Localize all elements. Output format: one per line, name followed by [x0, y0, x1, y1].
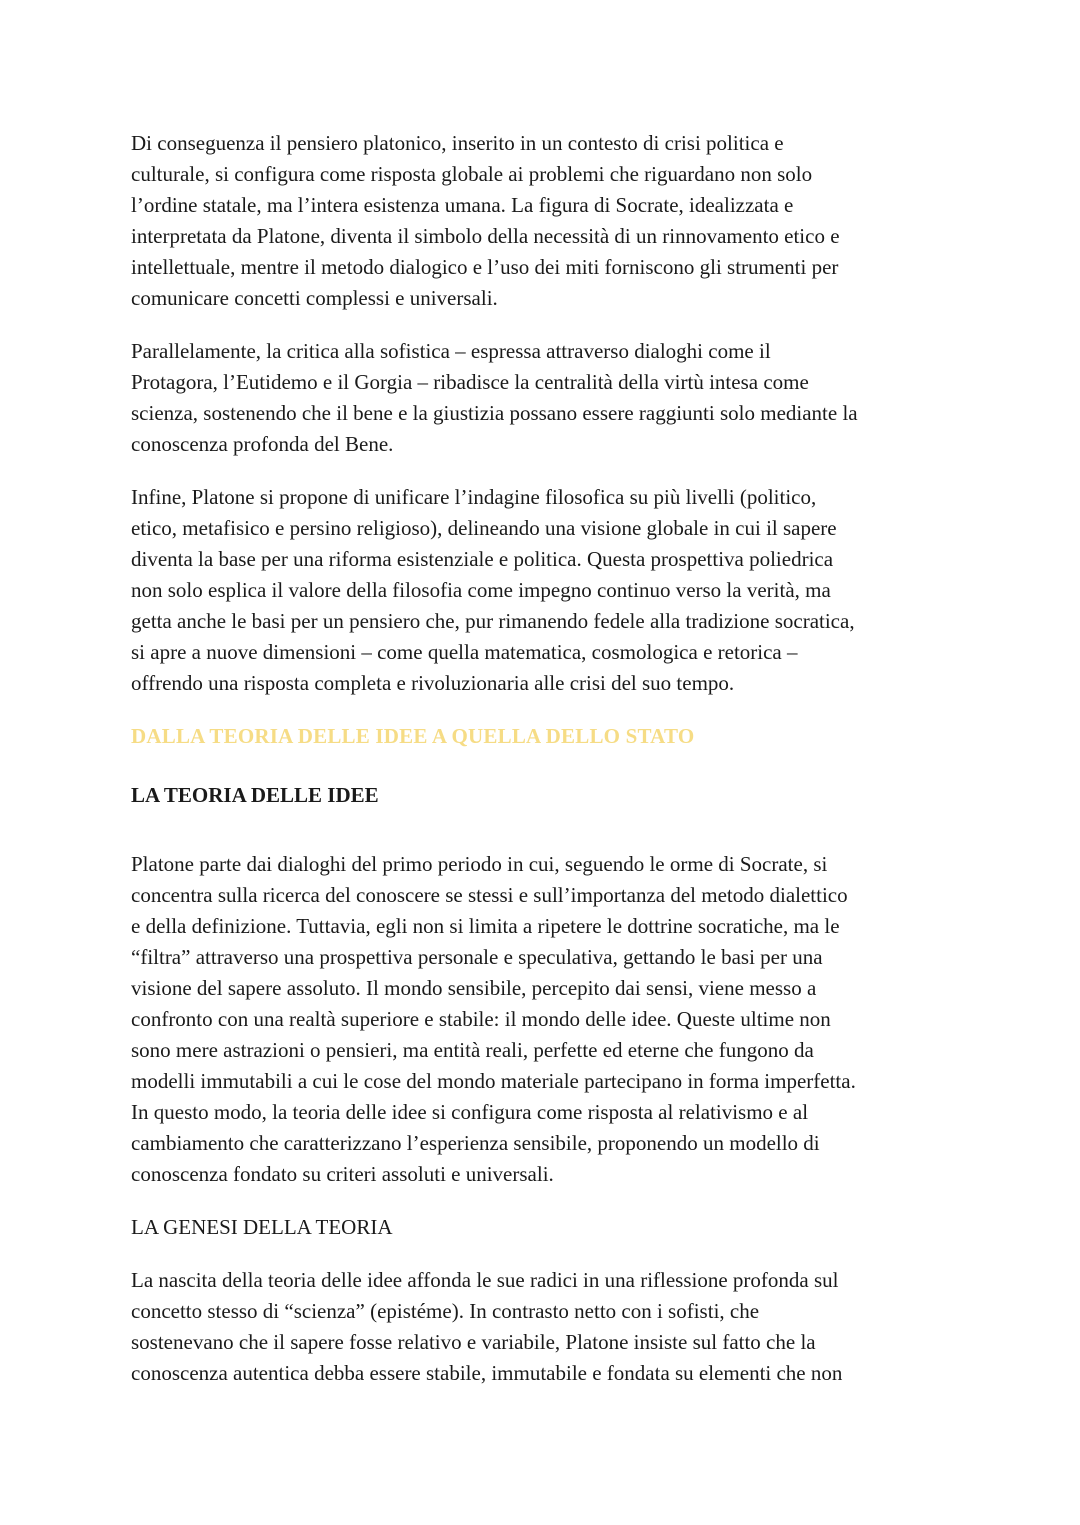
paragraph-line: intellettuale, mentre il metodo dialogico e l’uso dei miti forniscono gli strumenti per: [131, 255, 839, 279]
paragraph-line: modelli immutabili a cui le cose del mondo materiale partecipano in forma imperfetta.: [131, 1069, 856, 1093]
paragraph-line: Platone parte dai dialoghi del primo periodo in cui, seguendo le orme di Socrate, si: [131, 852, 828, 876]
paragraph-1: [131, 128, 961, 314]
paragraph-line: La nascita della teoria delle idee affonda le sue radici in una riflessione profonda sul: [131, 1268, 839, 1292]
paragraph-line: conoscenza profonda del Bene.: [131, 432, 394, 456]
paragraph-line: si apre a nuove dimensioni – come quella matematica, cosmologica e retorica –: [131, 640, 798, 664]
paragraph-line: comunicare concetti complessi e universali.: [131, 286, 498, 310]
paragraph-line: confronto con una realtà superiore e stabile: il mondo delle idee. Queste ultime non: [131, 1007, 831, 1031]
section-title: DALLA TEORIA DELLE IDEE A QUELLA DELLO STATO: [131, 724, 695, 748]
paragraph-4: [131, 849, 961, 1190]
paragraph-line: cambiamento che caratterizzano l’esperienza sensibile, proponendo un modello di: [131, 1131, 820, 1155]
paragraph-line: l’ordine statale, ma l’intera esistenza umana. La figura di Socrate, idealizzata e: [131, 193, 794, 217]
paragraph-line: “filtra” attraverso una prospettiva personale e speculativa, gettando le basi per una: [131, 945, 823, 969]
paragraph-line: visione del sapere assoluto. Il mondo sensibile, percepito dai sensi, viene messo a: [131, 976, 817, 1000]
paragraph-5: [131, 1265, 961, 1389]
paragraph-line: Parallelamente, la critica alla sofistica – espressa attraverso dialoghi come il: [131, 339, 771, 363]
subheading-teoria-delle-idee: LA TEORIA DELLE IDEE: [131, 783, 379, 807]
paragraph-line: diventa la base per una riforma esistenziale e politica. Questa prospettiva poliedrica: [131, 547, 834, 571]
paragraph-line: sostenevano che il sapere fosse relativo e variabile, Platone insiste sul fatto che la: [131, 1330, 816, 1354]
paragraph-line: concetto stesso di “scienza” (epistéme). In contrasto netto con i sofisti, che: [131, 1299, 760, 1323]
paragraph-line: offrendo una risposta completa e rivoluzionaria alle crisi del suo tempo.: [131, 671, 735, 695]
paragraph-3: [131, 482, 961, 699]
paragraph-line: getta anche le basi per un pensiero che, pur rimanendo fedele alla tradizione socratica,: [131, 609, 855, 633]
paragraph-line: In questo modo, la teoria delle idee si configura come risposta al relativismo e al: [131, 1100, 809, 1124]
paragraph-line: Infine, Platone si propone di unificare l’indagine filosofica su più livelli (politico,: [131, 485, 817, 509]
paragraph-line: culturale, si configura come risposta globale ai problemi che riguardano non solo: [131, 162, 813, 186]
paragraph-line: Protagora, l’Eutidemo e il Gorgia – ribadisce la centralità della virtù intesa come: [131, 370, 809, 394]
paragraph-2: [131, 336, 961, 460]
document-page: [131, 128, 961, 1411]
paragraph-line: sono mere astrazioni o pensieri, ma entità reali, perfette ed eterne che fungono da: [131, 1038, 814, 1062]
paragraph-line: interpretata da Platone, diventa il simbolo della necessità di un rinnovamento etico e: [131, 224, 840, 248]
paragraph-line: etico, metafisico e persino religioso), delineando una visione globale in cui il sapere: [131, 516, 837, 540]
paragraph-line: scienza, sostenendo che il bene e la giustizia possano essere raggiunti solo mediante la: [131, 401, 858, 425]
paragraph-line: conoscenza autentica debba essere stabile, immutabile e fondata su elementi che non: [131, 1361, 843, 1385]
paragraph-line: conoscenza fondato su criteri assoluti e universali.: [131, 1162, 554, 1186]
paragraph-line: e della definizione. Tuttavia, egli non si limita a ripetere le dottrine socratiche, ma le: [131, 914, 840, 938]
paragraph-line: concentra sulla ricerca del conoscere se stessi e sull’importanza del metodo dialettico: [131, 883, 848, 907]
paragraph-line: Di conseguenza il pensiero platonico, inserito in un contesto di crisi politica e: [131, 131, 784, 155]
paragraph-line: non solo esplica il valore della filosofia come impegno continuo verso la verità, ma: [131, 578, 831, 602]
minor-heading-genesi: LA GENESI DELLA TEORIA: [131, 1215, 393, 1239]
